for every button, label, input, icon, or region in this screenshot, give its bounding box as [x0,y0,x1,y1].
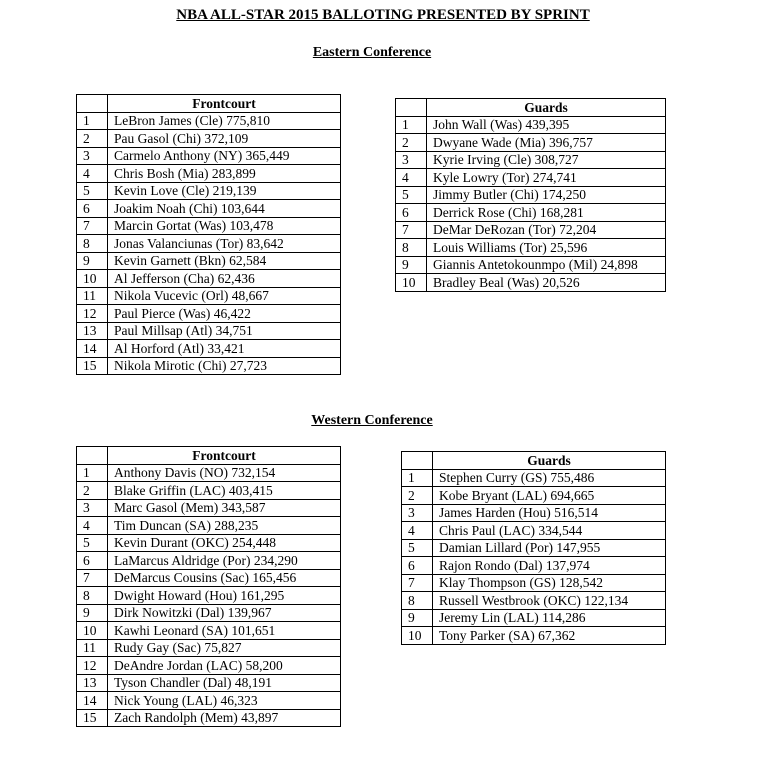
player-votes-cell: Kevin Love (Cle) 219,139 [108,182,341,200]
table-header-row [396,99,666,117]
rank-cell: 4 [396,169,427,187]
rank-cell: 9 [396,256,427,274]
western-guards-row [402,592,666,610]
header-spacer [396,99,427,117]
rank-cell: 2 [77,482,108,500]
eastern-guards-table [395,98,666,292]
player-votes-cell: Dirk Nowitzki (Dal) 139,967 [108,604,341,622]
player-votes-cell: Jeremy Lin (LAL) 114,286 [433,609,666,627]
eastern-guards-row [396,151,666,169]
rank-cell: 10 [77,622,108,640]
rank-cell: 5 [77,182,108,200]
western-frontcourt-row [77,499,341,517]
eastern-guards-row [396,256,666,274]
western-frontcourt-row [77,569,341,587]
page-title: NBA ALL-STAR 2015 BALLOTING PRESENTED BY SPRINT [176,7,590,23]
player-votes-cell: Al Jefferson (Cha) 62,436 [108,270,341,288]
eastern-frontcourt-row [77,130,341,148]
player-votes-cell: Stephen Curry (GS) 755,486 [433,469,666,487]
frontcourt-header: Frontcourt [108,447,341,465]
player-votes-cell: Louis Williams (Tor) 25,596 [427,239,666,257]
western-guards-table [401,451,666,645]
rank-cell: 9 [77,252,108,270]
player-votes-cell: Klay Thompson (GS) 128,542 [433,574,666,592]
eastern-frontcourt-row [77,357,341,375]
eastern-guards-row [396,186,666,204]
player-votes-cell: Marcin Gortat (Was) 103,478 [108,217,341,235]
western-frontcourt-row [77,534,341,552]
rank-cell: 8 [396,239,427,257]
rank-cell: 10 [396,274,427,292]
rank-cell: 9 [77,604,108,622]
western-frontcourt-row [77,622,341,640]
western-guards-row [402,522,666,540]
rank-cell: 4 [77,517,108,535]
rank-cell: 1 [396,116,427,134]
player-votes-cell: DeMarcus Cousins (Sac) 165,456 [108,569,341,587]
rank-cell: 3 [396,151,427,169]
player-votes-cell: Chris Paul (LAC) 334,544 [433,522,666,540]
western-guards-row [402,469,666,487]
western-frontcourt-row [77,692,341,710]
player-votes-cell: Giannis Antetokounmpo (Mil) 24,898 [427,256,666,274]
rank-cell: 1 [77,464,108,482]
player-votes-cell: Bradley Beal (Was) 20,526 [427,274,666,292]
eastern-frontcourt-row [77,217,341,235]
player-votes-cell: Joakim Noah (Chi) 103,644 [108,200,341,218]
player-votes-cell: Kawhi Leonard (SA) 101,651 [108,622,341,640]
player-votes-cell: LaMarcus Aldridge (Por) 234,290 [108,552,341,570]
rank-cell: 15 [77,709,108,727]
rank-cell: 2 [402,487,433,505]
player-votes-cell: Anthony Davis (NO) 732,154 [108,464,341,482]
player-votes-cell: Chris Bosh (Mia) 283,899 [108,165,341,183]
eastern-conference-heading: Eastern Conference [312,45,432,60]
player-votes-cell: Nick Young (LAL) 46,323 [108,692,341,710]
eastern-frontcourt-row [77,165,341,183]
eastern-guards-row [396,169,666,187]
rank-cell: 3 [77,499,108,517]
western-guards-row [402,539,666,557]
player-votes-cell: Jimmy Butler (Chi) 174,250 [427,186,666,204]
western-frontcourt-row [77,657,341,675]
player-votes-cell: Kobe Bryant (LAL) 694,665 [433,487,666,505]
eastern-guards-row [396,134,666,152]
header-spacer [77,95,108,113]
rank-cell: 4 [402,522,433,540]
player-votes-cell: LeBron James (Cle) 775,810 [108,112,341,130]
eastern-frontcourt-row [77,287,341,305]
rank-cell: 2 [396,134,427,152]
western-frontcourt-row [77,482,341,500]
rank-cell: 13 [77,322,108,340]
eastern-guards-row [396,204,666,222]
player-votes-cell: Kevin Durant (OKC) 254,448 [108,534,341,552]
eastern-guards-row [396,274,666,292]
player-votes-cell: Kyrie Irving (Cle) 308,727 [427,151,666,169]
rank-cell: 6 [396,204,427,222]
rank-cell: 10 [77,270,108,288]
western-frontcourt-table [76,446,341,727]
rank-cell: 1 [402,469,433,487]
western-frontcourt-row [77,464,341,482]
rank-cell: 11 [77,639,108,657]
eastern-frontcourt-row [77,305,341,323]
rank-cell: 2 [77,130,108,148]
player-votes-cell: Tim Duncan (SA) 288,235 [108,517,341,535]
rank-cell: 6 [77,552,108,570]
eastern-frontcourt-row [77,252,341,270]
player-votes-cell: James Harden (Hou) 516,514 [433,504,666,522]
player-votes-cell: Jonas Valanciunas (Tor) 83,642 [108,235,341,253]
eastern-guards-row [396,221,666,239]
eastern-frontcourt-row [77,322,341,340]
rank-cell: 12 [77,657,108,675]
western-guards-row [402,557,666,575]
rank-cell: 7 [396,221,427,239]
player-votes-cell: Nikola Vucevic (Orl) 48,667 [108,287,341,305]
western-guards-row [402,609,666,627]
player-votes-cell: DeAndre Jordan (LAC) 58,200 [108,657,341,675]
rank-cell: 3 [77,147,108,165]
rank-cell: 7 [402,574,433,592]
player-votes-cell: Derrick Rose (Chi) 168,281 [427,204,666,222]
eastern-guards-row [396,116,666,134]
table-header-row [77,447,341,465]
player-votes-cell: Al Horford (Atl) 33,421 [108,340,341,358]
player-votes-cell: Nikola Mirotic (Chi) 27,723 [108,357,341,375]
rank-cell: 11 [77,287,108,305]
rank-cell: 10 [402,627,433,645]
eastern-frontcourt-row [77,147,341,165]
player-votes-cell: DeMar DeRozan (Tor) 72,204 [427,221,666,239]
western-guards-row [402,627,666,645]
eastern-frontcourt-row [77,270,341,288]
rank-cell: 1 [77,112,108,130]
rank-cell: 8 [402,592,433,610]
western-frontcourt-row [77,587,341,605]
rank-cell: 5 [77,534,108,552]
player-votes-cell: Kevin Garnett (Bkn) 62,584 [108,252,341,270]
player-votes-cell: Rajon Rondo (Dal) 137,974 [433,557,666,575]
western-guards-row [402,504,666,522]
player-votes-cell: Rudy Gay (Sac) 75,827 [108,639,341,657]
rank-cell: 14 [77,340,108,358]
rank-cell: 3 [402,504,433,522]
western-conference-heading: Western Conference [311,413,433,428]
eastern-frontcourt-row [77,182,341,200]
player-votes-cell: Carmelo Anthony (NY) 365,449 [108,147,341,165]
rank-cell: 7 [77,569,108,587]
header-spacer [402,452,433,470]
rank-cell: 5 [396,186,427,204]
western-frontcourt-row [77,709,341,727]
eastern-frontcourt-row [77,112,341,130]
player-votes-cell: Zach Randolph (Mem) 43,897 [108,709,341,727]
rank-cell: 6 [402,557,433,575]
player-votes-cell: Paul Pierce (Was) 46,422 [108,305,341,323]
eastern-guards-row [396,239,666,257]
rank-cell: 14 [77,692,108,710]
western-frontcourt-row [77,552,341,570]
rank-cell: 13 [77,674,108,692]
player-votes-cell: Blake Griffin (LAC) 403,415 [108,482,341,500]
eastern-frontcourt-row [77,235,341,253]
eastern-frontcourt-row [77,200,341,218]
player-votes-cell: Dwight Howard (Hou) 161,295 [108,587,341,605]
frontcourt-header: Frontcourt [108,95,341,113]
eastern-frontcourt-row [77,340,341,358]
western-guards-row [402,574,666,592]
western-frontcourt-row [77,674,341,692]
rank-cell: 4 [77,165,108,183]
table-header-row [402,452,666,470]
rank-cell: 5 [402,539,433,557]
rank-cell: 9 [402,609,433,627]
player-votes-cell: John Wall (Was) 439,395 [427,116,666,134]
guards-header: Guards [433,452,666,470]
eastern-frontcourt-table [76,94,341,375]
western-guards-row [402,487,666,505]
player-votes-cell: Paul Millsap (Atl) 34,751 [108,322,341,340]
player-votes-cell: Tony Parker (SA) 67,362 [433,627,666,645]
rank-cell: 7 [77,217,108,235]
western-frontcourt-row [77,517,341,535]
rank-cell: 8 [77,235,108,253]
rank-cell: 6 [77,200,108,218]
table-header-row [77,95,341,113]
player-votes-cell: Marc Gasol (Mem) 343,587 [108,499,341,517]
rank-cell: 12 [77,305,108,323]
player-votes-cell: Damian Lillard (Por) 147,955 [433,539,666,557]
western-frontcourt-row [77,639,341,657]
guards-header: Guards [427,99,666,117]
rank-cell: 15 [77,357,108,375]
western-frontcourt-row [77,604,341,622]
player-votes-cell: Pau Gasol (Chi) 372,109 [108,130,341,148]
header-spacer [77,447,108,465]
player-votes-cell: Tyson Chandler (Dal) 48,191 [108,674,341,692]
player-votes-cell: Dwyane Wade (Mia) 396,757 [427,134,666,152]
player-votes-cell: Kyle Lowry (Tor) 274,741 [427,169,666,187]
rank-cell: 8 [77,587,108,605]
player-votes-cell: Russell Westbrook (OKC) 122,134 [433,592,666,610]
